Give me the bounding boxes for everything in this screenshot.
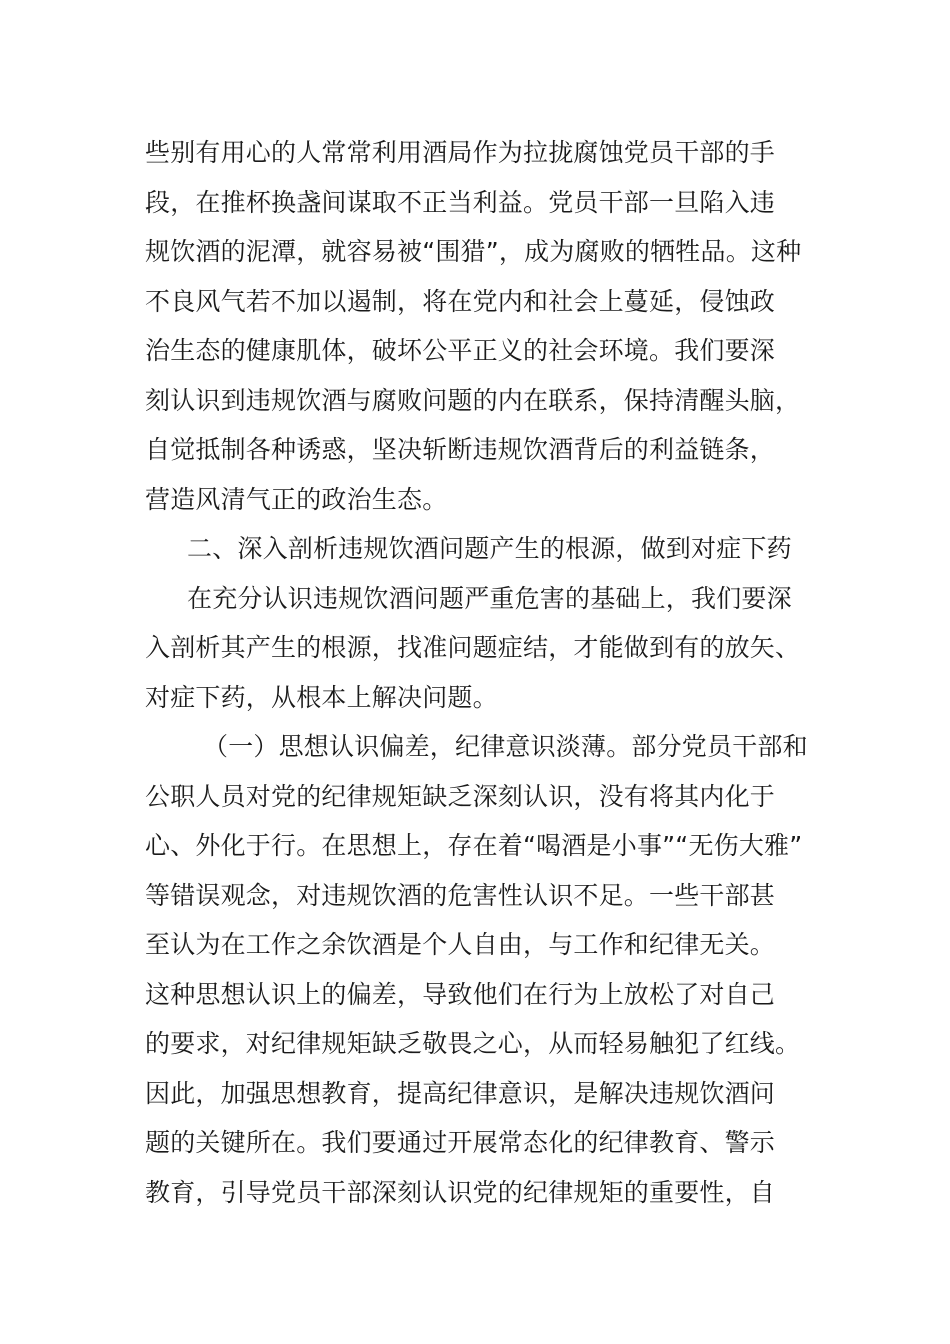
paragraph-first-line: 在充分认识违规饮酒问题严重危害的基础上，我们要深 (187, 583, 792, 613)
body-line: 对症下药，从根本上解决问题。 (145, 682, 498, 712)
body-line: 这种思想认识上的偏差，导致他们在行为上放松了对自己 (145, 979, 776, 1009)
body-line: 因此，加强思想教育，提高纪律意识，是解决违规饮酒问 (145, 1078, 776, 1108)
body-line: 自觉抵制各种诱惑，坚决斩断违规饮酒背后的利益链条， (145, 435, 776, 464)
body-line: 营造风清气正的政治生态。 (145, 484, 448, 514)
body-line: 刻认识到违规饮酒与腐败问题的内在联系，保持清醒头脑， (145, 385, 801, 415)
body-line: 规饮酒的泥潭，就容易被“围猎”，成为腐败的牺牲品。这种 (145, 237, 802, 266)
body-line: 等错误观念，对违规饮酒的危害性认识不足。一些干部甚 (145, 880, 776, 910)
body-line: 题的关键所在。我们要通过开展常态化的纪律教育、警示 (145, 1128, 776, 1157)
body-line: 心、外化于行。在思想上，存在着“喝酒是小事”“无伤大雅” (145, 831, 803, 860)
subsection-heading-line: （一）思想认识偏差，纪律意识淡薄。部分党员干部和 (203, 732, 808, 761)
body-line: 不良风气若不加以遏制，将在党内和社会上蔓延，侵蚀政 (145, 286, 776, 316)
body-line: 入剖析其产生的根源，找准问题症结，才能做到有的放矢、 (145, 633, 801, 662)
document-body (145, 128, 810, 1217)
body-line: 公职人员对党的纪律规矩缺乏深刻认识，没有将其内化于 (145, 781, 776, 811)
body-line: 至认为在工作之余饮酒是个人自由，与工作和纪律无关。 (145, 930, 776, 959)
body-line: 段，在推杯换盏间谋取不正当利益。党员干部一旦陷入违 (145, 187, 776, 217)
section-heading: 二、深入剖析违规饮酒问题产生的根源，做到对症下药 (187, 534, 792, 563)
body-line: 些别有用心的人常常利用酒局作为拉拢腐蚀党员干部的手 (145, 138, 776, 167)
body-line: 教育，引导党员干部深刻认识党的纪律规矩的重要性，自 (145, 1177, 776, 1207)
body-line: 治生态的健康肌体，破坏公平正义的社会环境。我们要深 (145, 336, 776, 365)
body-line: 的要求，对纪律规矩缺乏敬畏之心，从而轻易触犯了红线。 (145, 1029, 801, 1058)
